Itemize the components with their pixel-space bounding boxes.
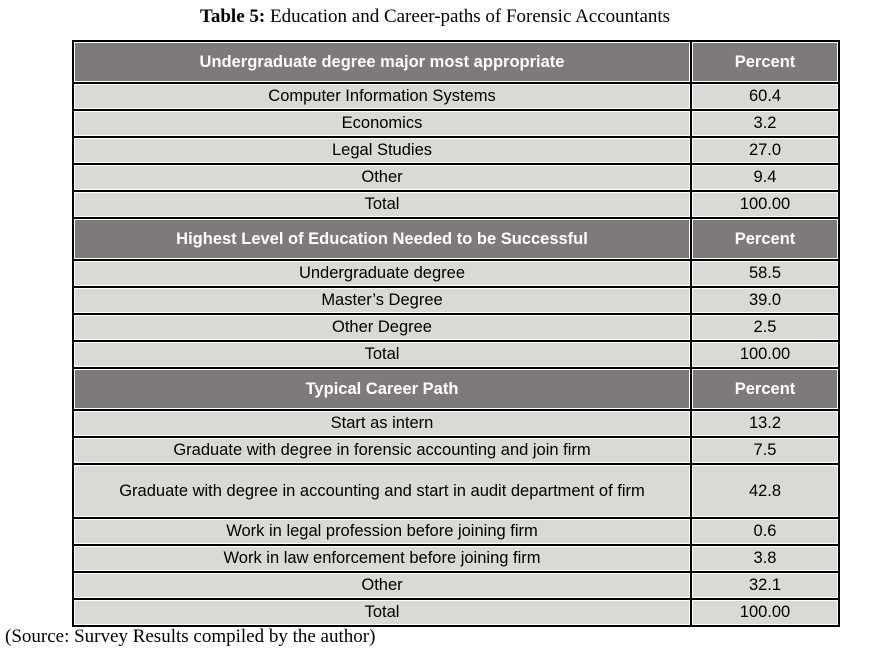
row-value: 60.4	[691, 83, 839, 110]
table-row	[73, 518, 839, 545]
row-value: 9.4	[691, 164, 839, 191]
table-row	[73, 164, 839, 191]
table-row	[73, 410, 839, 437]
table-row	[73, 83, 839, 110]
row-value: 3.2	[691, 110, 839, 137]
section-1-header: Undergraduate degree major most appropriate	[73, 41, 691, 83]
section-header-row	[73, 368, 839, 410]
table-row	[73, 464, 839, 518]
table-total-row	[73, 599, 839, 626]
row-label: Undergraduate degree	[73, 260, 691, 287]
table-row	[73, 287, 839, 314]
row-value: 2.5	[691, 314, 839, 341]
row-value: 100.00	[691, 191, 839, 218]
row-value: 32.1	[691, 572, 839, 599]
table-caption	[0, 6, 870, 28]
section-3-header: Typical Career Path	[73, 368, 691, 410]
row-label: Master’s Degree	[73, 287, 691, 314]
section-header-row	[73, 41, 839, 83]
row-value: 42.8	[691, 464, 839, 518]
table-row	[73, 260, 839, 287]
table-row	[73, 437, 839, 464]
table-row	[73, 314, 839, 341]
row-label: Graduate with degree in forensic accounting and join firm	[73, 437, 691, 464]
row-value: 13.2	[691, 410, 839, 437]
row-label: Other	[73, 572, 691, 599]
row-label: Economics	[73, 110, 691, 137]
table-row	[73, 110, 839, 137]
row-label: Legal Studies	[73, 137, 691, 164]
section-3-percent-header: Percent	[691, 368, 839, 410]
row-value: 100.00	[691, 599, 839, 626]
source-note: (Source: Survey Results compiled by the author)	[5, 626, 376, 647]
row-value: 58.5	[691, 260, 839, 287]
table-row	[73, 572, 839, 599]
row-value: 7.5	[691, 437, 839, 464]
row-label: Other Degree	[73, 314, 691, 341]
section-1-percent-header: Percent	[691, 41, 839, 83]
row-label: Total	[73, 599, 691, 626]
row-label: Start as intern	[73, 410, 691, 437]
row-value: 3.8	[691, 545, 839, 572]
education-career-table	[72, 40, 840, 627]
table-total-row	[73, 191, 839, 218]
row-value: 100.00	[691, 341, 839, 368]
row-value: 39.0	[691, 287, 839, 314]
section-2-header: Highest Level of Education Needed to be Successful	[73, 218, 691, 260]
row-label: Graduate with degree in accounting and start in audit department of firm	[73, 464, 691, 518]
section-header-row	[73, 218, 839, 260]
row-value: 0.6	[691, 518, 839, 545]
table-caption-title: Education and Career-paths of Forensic Accountants	[265, 6, 671, 27]
row-label: Total	[73, 191, 691, 218]
table-container	[72, 40, 838, 627]
table-caption-number: Table 5:	[199, 6, 266, 27]
table-row	[73, 545, 839, 572]
row-label: Total	[73, 341, 691, 368]
table-total-row	[73, 341, 839, 368]
row-value: 27.0	[691, 137, 839, 164]
row-label: Work in legal profession before joining firm	[73, 518, 691, 545]
section-2-percent-header: Percent	[691, 218, 839, 260]
row-label: Other	[73, 164, 691, 191]
row-label: Work in law enforcement before joining firm	[73, 545, 691, 572]
row-label: Computer Information Systems	[73, 83, 691, 110]
table-row	[73, 137, 839, 164]
